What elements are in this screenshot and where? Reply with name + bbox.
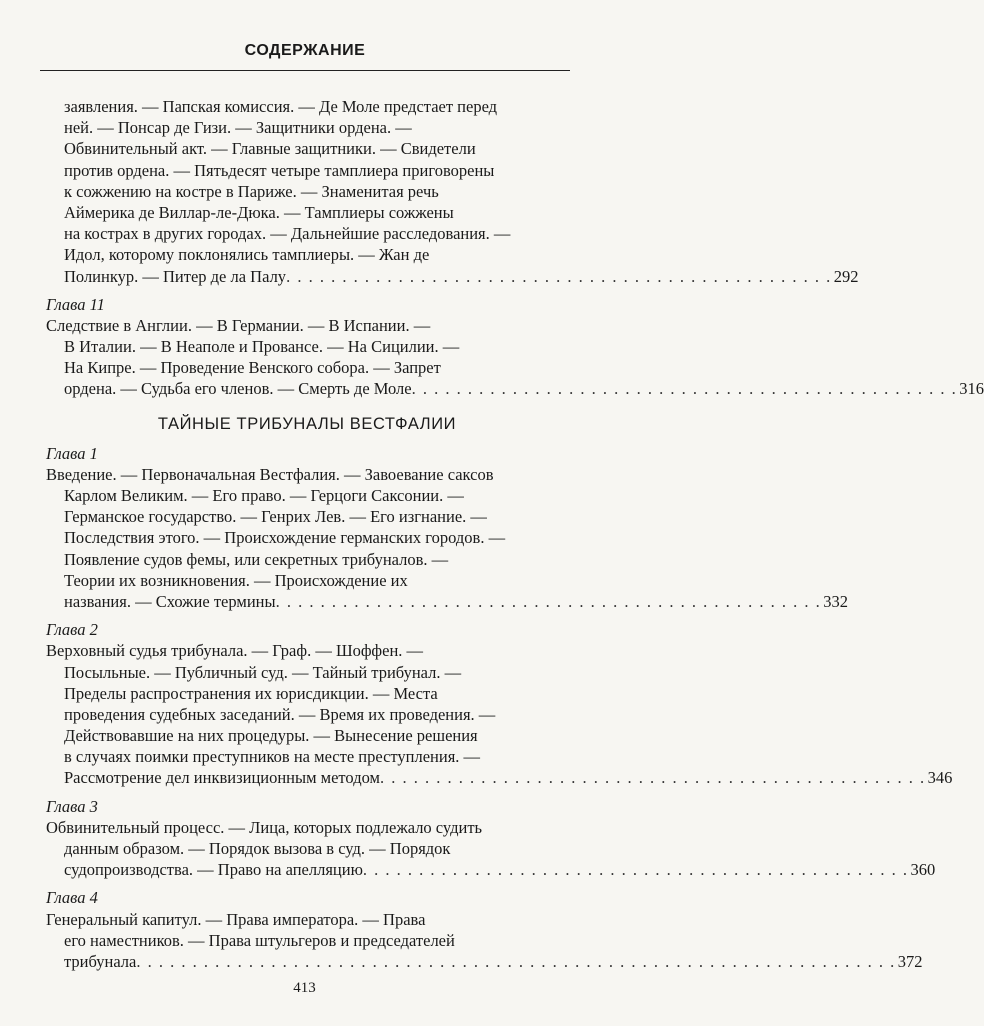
dot-leader: . . . . . . . . . . . . . . . . . . . . . . . . . . . . . . . . . . . . . . . . . . . . . . . . . . . . . . . . . . . . . . . . . . . . <box>136 951 896 971</box>
page-ref: 346 <box>927 768 953 788</box>
toc-line-last <box>46 859 936 880</box>
chapter-label: Глава 2 <box>46 620 98 640</box>
toc-line: Появление судов фемы, или секретных трибуналов. — <box>64 549 449 569</box>
toc-line-text: ордена. — Судьба его членов. — Смерть де Моле <box>64 379 412 399</box>
toc-line: к сожжению на костре в Париже. — Знаменитая речь <box>64 181 439 201</box>
toc-line: В Италии. — В Неаполе и Провансе. — На Сицилии. — <box>64 337 460 357</box>
toc-line-text: Полинкур. — Питер де ла Палу <box>64 266 287 286</box>
toc-line-text: названия. — Схожие термины <box>64 591 276 611</box>
section-title: ТАЙНЫЕ ТРИБУНАЛЫ ВЕСТФАЛИИ <box>157 414 457 433</box>
toc-line: данным образом. — Порядок вызова в суд. — Порядок <box>64 839 451 858</box>
toc-line: Идол, которому поклонялись тамплиеры. — Жан де <box>64 245 430 265</box>
toc-line: Германское государство. — Генрих Лев. — Его изгнание. — <box>64 507 487 527</box>
page-ref: 316 <box>959 379 984 399</box>
dot-leader: . . . . . . . . . . . . . . . . . . . . . . . . . . . . . . . . . . . . . . . . . . . . . . . . . <box>379 768 926 788</box>
toc-line-last <box>46 378 984 399</box>
toc-line-text: трибунала <box>64 951 137 971</box>
page-number: 413 <box>293 980 316 996</box>
toc-line: Действовавшие на них процедуры. — Вынесение решения <box>64 726 478 746</box>
toc-line: Обвинительный процесс. — Лица, которых подлежало судить <box>46 817 483 837</box>
toc-line-last <box>46 591 848 612</box>
toc-line-text: судопроизводства. — Право на апелляцию <box>64 860 363 880</box>
dot-leader: . . . . . . . . . . . . . . . . . . . . . . . . . . . . . . . . . . . . . . . . . . . . . . . . . <box>286 266 832 286</box>
toc-line: Пределы распространения их юрисдикции. — Места <box>64 683 438 703</box>
toc-content <box>46 96 984 972</box>
toc-line: Карлом Великим. — Его право. — Герцоги Саксонии. — <box>64 486 464 505</box>
toc-line-last <box>46 951 923 972</box>
chapter-label: Глава 4 <box>46 888 98 908</box>
toc-line: Аймерика де Виллар-ле-Дюка. — Тамплиеры сожжены <box>64 202 454 222</box>
page-title: СОДЕРЖАНИЕ <box>244 42 366 59</box>
toc-line: против ордена. — Пятьдесят четыре тамплиера приговорены <box>64 160 495 180</box>
chapter-label: Глава 1 <box>46 443 98 463</box>
header-rule <box>40 70 570 71</box>
toc-line: проведения судебных заседаний. — Время их проведения. — <box>64 704 496 724</box>
toc-line: Генеральный капитул. — Права императора. — Права <box>46 909 426 929</box>
toc-line: Введение. — Первоначальная Вестфалия. — Завоевание саксов <box>46 464 494 484</box>
toc-line-text: Рассмотрение дел инквизиционным методом <box>64 768 380 788</box>
page-ref: 332 <box>823 591 848 611</box>
toc-line: ней. — Понсар де Гизи. — Защитники ордена. — <box>64 118 412 138</box>
toc-line: Обвинительный акт. — Главные защитники. — Свидетели <box>64 139 476 159</box>
toc-line: Следствие в Англии. — В Германии. — В Испании. — <box>46 315 431 335</box>
toc-line: на кострах в других городах. — Дальнейшие расследования. — <box>64 224 511 244</box>
toc-line: заявления. — Папская комиссия. — Де Моле предстает перед <box>64 97 498 116</box>
toc-line: в случаях поимки преступников на месте преступления. — <box>64 747 481 767</box>
toc-line: На Кипре. — Проведение Венского собора. — Запрет <box>64 358 441 378</box>
dot-leader: . . . . . . . . . . . . . . . . . . . . . . . . . . . . . . . . . . . . . . . . . . . . . . . . . <box>362 860 909 880</box>
toc-line: Верховный судья трибунала. — Граф. — Шоффен. — <box>46 641 424 661</box>
toc-line-last <box>46 266 859 287</box>
toc-line: Теории их возникновения. — Происхождение их <box>64 570 408 590</box>
page-ref: 360 <box>910 860 936 880</box>
dot-leader: . . . . . . . . . . . . . . . . . . . . . . . . . . . . . . . . . . . . . . . . . . . . . . . . . <box>275 591 822 611</box>
dot-leader: . . . . . . . . . . . . . . . . . . . . . . . . . . . . . . . . . . . . . . . . . . . . . . . . . <box>411 379 958 399</box>
toc-line: Последствия этого. — Происхождение германских городов. — <box>64 528 506 548</box>
chapter-label: Глава 3 <box>46 796 98 816</box>
page-ref: 372 <box>897 951 923 971</box>
toc-line: его наместников. — Права штульгеров и председателей <box>64 930 455 950</box>
toc-line-last <box>46 767 953 788</box>
toc-entry-continued <box>46 96 859 287</box>
chapter-label: Глава 11 <box>46 294 105 314</box>
toc-line: Посыльные. — Публичный суд. — Тайный трибунал. — <box>64 662 462 682</box>
page-ref: 292 <box>833 266 859 286</box>
